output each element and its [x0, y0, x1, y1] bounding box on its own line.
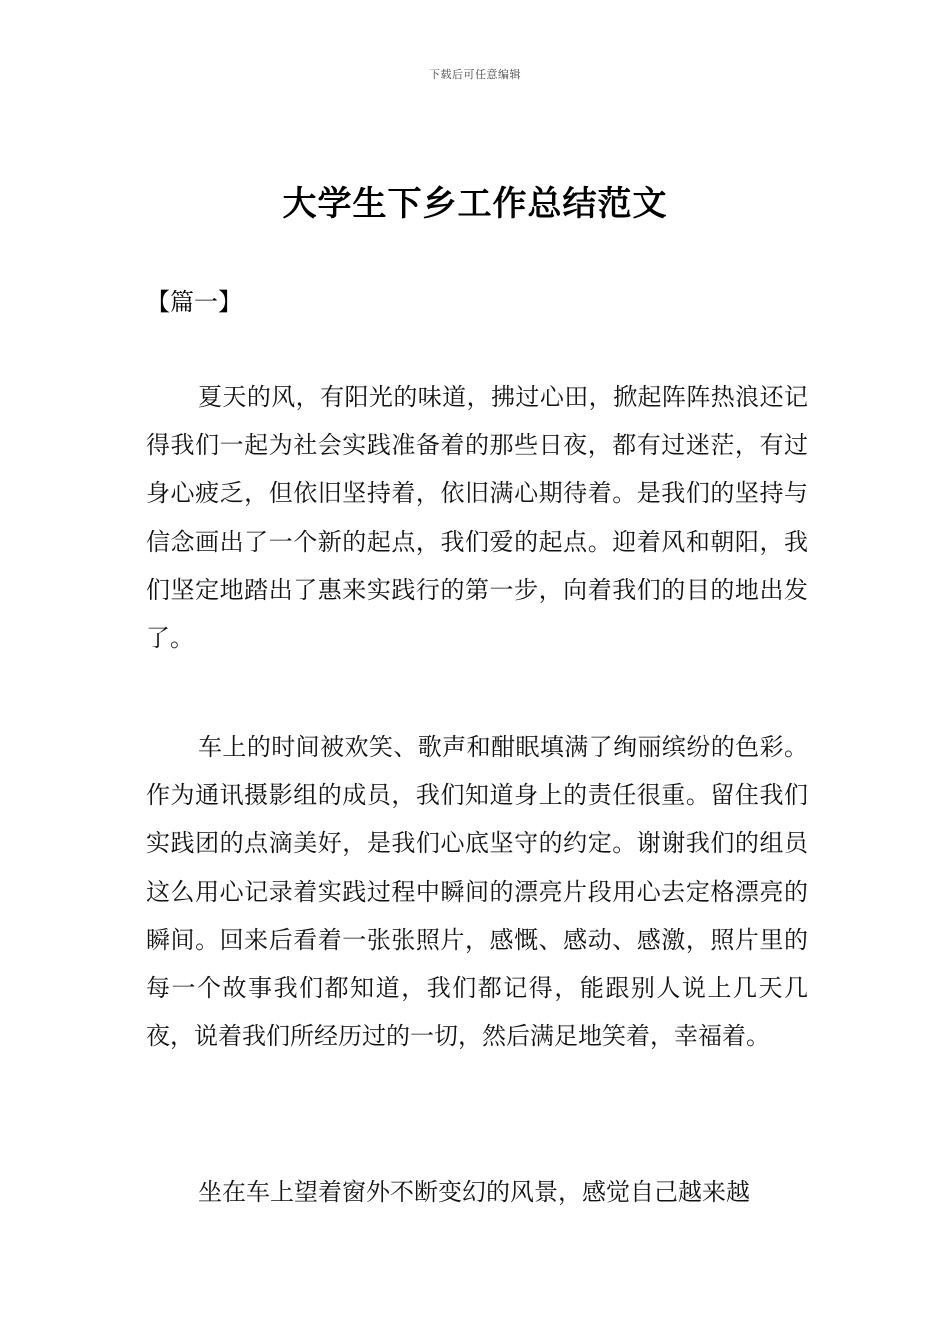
paragraph-3: 坐在车上望着窗外不断变幻的风景，感觉自己越来越	[198, 1178, 750, 1206]
document-title: 大学生下乡工作总结范文	[282, 184, 668, 224]
header-note: 下载后可任意编辑	[429, 68, 521, 81]
section-label: 【篇一】	[146, 288, 242, 316]
paragraph-2: 车上的时间被欢笑、歌声和酣眠填满了绚丽缤纷的色彩。作为通讯摄影组的成员，我们知道身上的责任很重。留住我们实践团的点滴美好，是我们心底坚守的约定。谢谢我们的组员这么用心记录着实践过程中瞬间的漂亮片段用心去定格漂亮的瞬间。回来后看着一张张照片，感慨、感动、感激，照片里的每一个故事我们都知道，我们都记得，能跟别人说上几天几夜，说着我们所经历过的一切，然后满足地笑着，幸福着。	[146, 733, 808, 1051]
paragraph-1: 夏天的风，有阳光的味道，拂过心田，掀起阵阵热浪还记得我们一起为社会实践准备着的那些日夜，都有过迷茫，有过身心疲乏，但依旧坚持着，依旧满心期待着。是我们的坚持与信念画出了一个新的起点，我们爱的起点。迎着风和朝阳，我们坚定地踏出了惠来实践行的第一步，向着我们的目的地出发了。	[146, 383, 808, 653]
